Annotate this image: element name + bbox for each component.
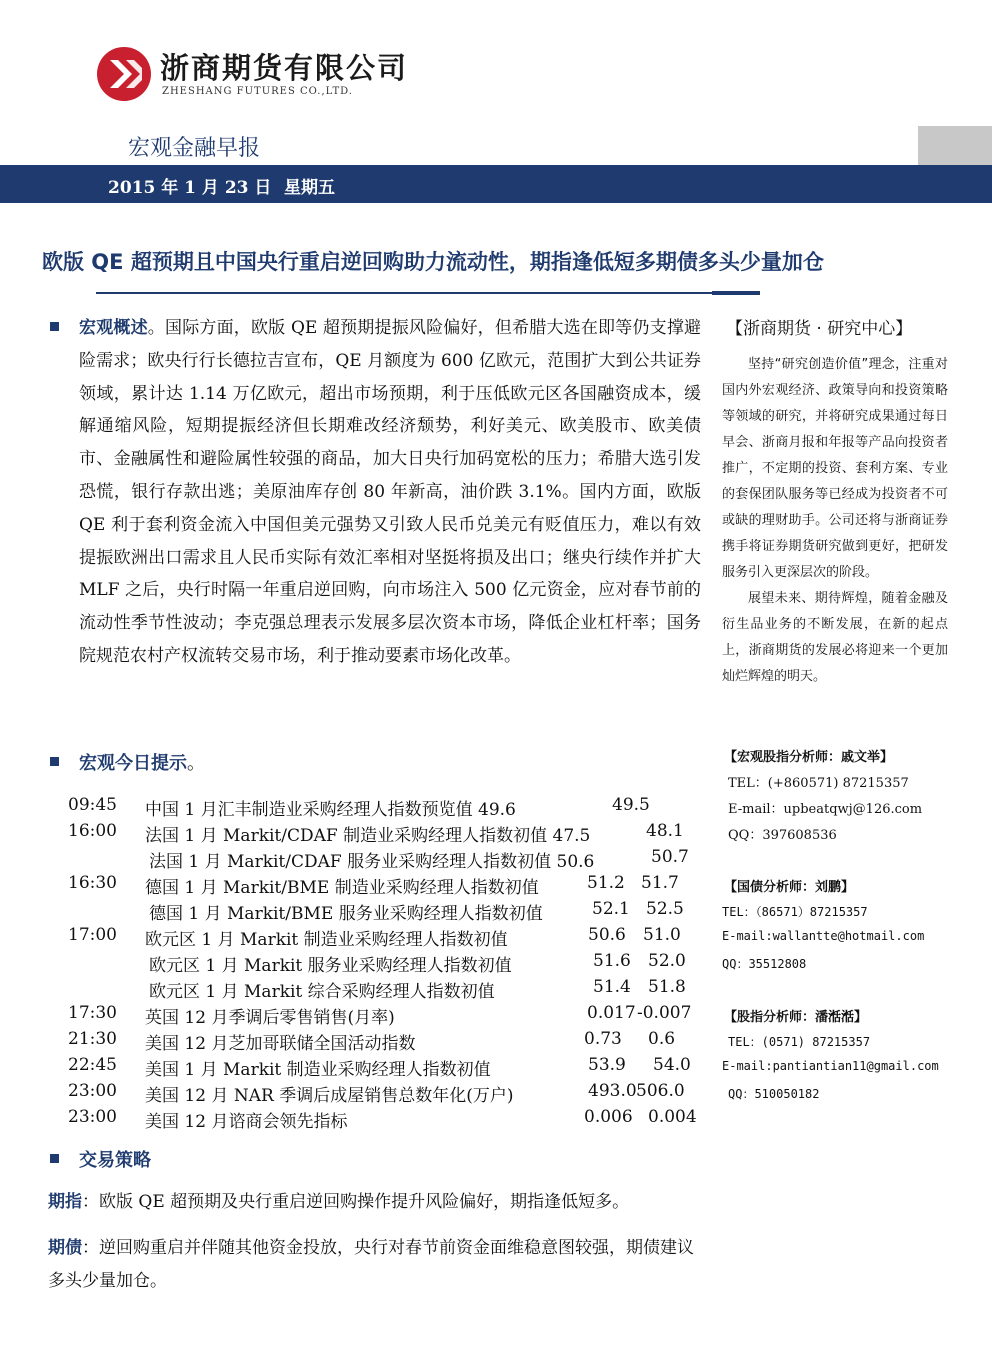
bonds-text: ：逆回购重启并伴随其他资金投放，央行对春节前资金面维稳意图较强，期债建议多头少量加仓。 (48, 1238, 694, 1291)
analyst-email: E-mail:wallantte@hotmail.com (722, 929, 925, 943)
strategy-bonds (48, 1232, 700, 1298)
table-row: 16:30 德国 1 月 Markit/BME 制造业采购经理人指数初值 51.2 51.7 (68, 873, 679, 898)
analyst-qq: QQ：35512808 (722, 957, 807, 971)
date-bar (0, 165, 992, 203)
report-date: 2015 年 1 月 23 日 (108, 178, 272, 198)
section-bullet (50, 1154, 59, 1163)
analyst-heading: 【国债分析师：刘鹏】 (724, 880, 855, 895)
analyst-email: E-mail:pantiantian11@gmail.com (722, 1059, 939, 1073)
table-row: 17:30 英国 12 月季调后零售销售(月率) 0.017 -0.007 (68, 1003, 692, 1028)
table-row: 16:00 法国 1 月 Markit/CDAF 制造业采购经理人指数初值 47.5 48.1 (68, 821, 684, 846)
analyst-tel: TEL：（86571）87215357 (722, 905, 868, 919)
table-row: 21:30 美国 12 月芝加哥联储全国活动指数 0.73 0.6 (68, 1029, 676, 1054)
table-row: 23:00 美国 12 月谘商会领先指标 0.006 0.004 (68, 1107, 697, 1132)
sidebar-title: 【浙商期货 · 研究中心】 (726, 319, 913, 339)
futures-text: ：欧版 QE 超预期及央行重启逆回购操作提升风险偏好，期指逢低短多。 (82, 1192, 630, 1212)
today-section-title: 宏观今日提示。 (79, 753, 205, 774)
table-row: 法国 1 月 Markit/CDAF 服务业采购经理人指数初值 50.6 50.7 (149, 847, 689, 872)
section-bullet (50, 322, 59, 331)
analyst-tel: TEL：(+860571) 87215357 (728, 776, 909, 791)
table-row: 22:45 美国 1 月 Markit 制造业采购经理人指数初值 53.9 54.0 (68, 1055, 691, 1080)
analyst-heading: 【宏观股指分析师：戚文举】 (724, 750, 894, 765)
table-row: 17:00 欧元区 1 月 Markit 制造业采购经理人指数初值 50.6 51.0 (68, 925, 681, 950)
header-accent-block (918, 126, 992, 165)
sidebar-paragraph: 坚持“研究创造价值”理念，注重对国内外宏观经济、政策导向和投资策略等领域的研究，并将研究成果通过每日早会、浙商月报和年报等产品向投资者推广，不定期的投资、套利方案、专业的套保团队服务等已经成为投资者不可或缺的理财助手。公司还将与浙商证券携手将证券期货研究做到更好，把研发服务引入更深层次的阶段。 (722, 357, 948, 580)
company-name-cn: 浙商期货有限公司 (160, 51, 409, 85)
headline-divider (96, 292, 760, 294)
table-row: 09:45 中国 1 月汇丰制造业采购经理人指数预览值 49.6 49.5 (68, 795, 650, 820)
analyst-qq: QQ：510050182 (728, 1087, 820, 1101)
company-name-en: ZHESHANG FUTURES CO.,LTD. (162, 86, 353, 97)
strategy-futures (48, 1186, 708, 1219)
overview-text: 。国际方面，欧版 QE 超预期提振风险偏好，但希腊大选在即等仍支撑避险需求；欧央行行长德拉吉宣布，QE 月额度为 600 亿欧元，范围扩大到公共证券领域，累计达 1.14 万亿欧元，超出市场预期，利于压低欧元区各国融资成本，缓解通缩风险，短期提振经济但长期难改经济颓势，利好美元、欧美股市、欧美债市、金融属性和避险属性较强的商品，加大日央行加码宽松的压力；希腊大选引发恐慌，银行存款出逃；美原油库存创 80 年新高，油价跌 3.1%。国内方面，欧版 QE 利于套利资金流入中国但美元强势又引致人民币兑美元有贬值压力，难以有效提振欧洲出口需求且人民币实际有效汇率相对坚挺将损及出口；继央行续作并扩大 MLF 之后，央行时隔一年重启逆回购，向市场注入 500 亿元资金，应对春节前的流动性季节性波动；李克强总理表示发展多层次资本市场，降低企业杠杆率；国务院规范农村产权流转交易市场，利于推动要素市场化改革。 (79, 318, 702, 666)
table-row: 欧元区 1 月 Markit 综合采购经理人指数初值 51.4 51.8 (149, 977, 686, 1002)
headline: 欧版 QE 超预期且中国央行重启逆回购助力流动性，期指逢低短多期债多头少量加仓 (42, 250, 824, 274)
bonds-label: 期债 (48, 1238, 82, 1258)
sidebar-paragraph: 展望未来、期待辉煌，随着金融及衍生品业务的不断发展，在新的起点上，浙商期货的发展必将迎来一个更加灿烂辉煌的明天。 (722, 591, 948, 684)
calendar-table (0, 795, 710, 1135)
report-weekday: 星期五 (284, 178, 335, 198)
report-type: 宏观金融早报 (128, 136, 261, 161)
analyst-heading: 【股指分析师：潘湉湉】 (724, 1010, 868, 1025)
analyst-email: E-mail：upbeatqwj@126.com (728, 802, 923, 817)
headline-divider-accent (712, 291, 760, 295)
table-row: 欧元区 1 月 Markit 服务业采购经理人指数初值 51.6 52.0 (149, 951, 686, 976)
overview-paragraph (79, 312, 701, 673)
analyst-tel: TEL：(0571) 87215357 (728, 1035, 871, 1049)
analyst-qq: QQ：397608536 (728, 828, 837, 843)
section-bullet (50, 757, 59, 766)
table-row: 23:00 美国 12 月 NAR 季调后成屋销售总数年化(万户) 493.0 506.0 (68, 1081, 685, 1106)
strategy-section-title: 交易策略 (79, 1150, 151, 1171)
sidebar-intro (722, 352, 948, 690)
company-logo (96, 46, 152, 102)
table-row: 德国 1 月 Markit/BME 服务业采购经理人指数初值 52.1 52.5 (149, 899, 684, 924)
overview-title: 宏观概述 (79, 318, 148, 338)
futures-label: 期指 (48, 1192, 82, 1212)
